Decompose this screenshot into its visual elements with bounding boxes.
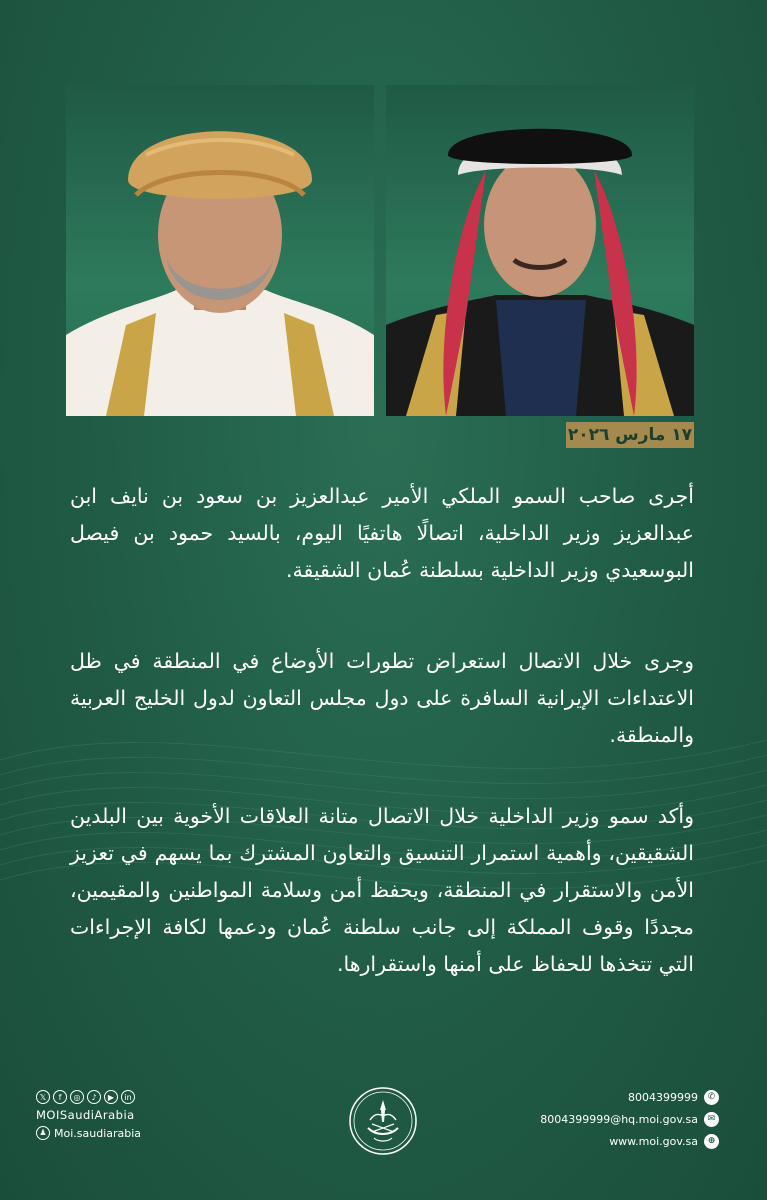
instagram-icon[interactable]: ◎ — [70, 1090, 84, 1104]
ministry-emblem — [348, 1086, 418, 1156]
website-url: www.moi.gov.sa — [609, 1135, 698, 1148]
paragraph-discussion: وجرى خلال الاتصال استعراض تطورات الأوضاع في المنطقة في ظل الاعتداءات الإيرانية السافرة على دول مجلس التعاون لدول الخليج العربية والمنطقة. — [70, 649, 694, 747]
facebook-icon[interactable]: f — [53, 1090, 67, 1104]
globe-icon: ⊕ — [704, 1134, 719, 1149]
linkedin-icon[interactable]: in — [121, 1090, 135, 1104]
website-row[interactable] — [540, 1134, 719, 1149]
phone-number: 8004399999 — [628, 1091, 698, 1104]
contact-block — [540, 1090, 719, 1156]
social-handle[interactable]: MOISaudiArabia — [36, 1108, 135, 1122]
social-block — [36, 1090, 196, 1140]
photo-saudi-minister — [386, 85, 694, 416]
email-address: 8004399999@hq.moi.gov.sa — [540, 1113, 698, 1126]
paragraph-intro: أجرى صاحب السمو الملكي الأمير عبدالعزيز بن سعود بن نايف ابن عبدالعزيز وزير الداخلية، اتصالًا هاتفيًا اليوم، بالسيد حمود بن فيصل البوسعيدي وزير الداخلية بسلطنة عُمان الشقيقة. — [70, 484, 694, 582]
email-row[interactable] — [540, 1112, 719, 1127]
snapchat-handle: Moi.saudiarabia — [54, 1126, 142, 1140]
youtube-icon[interactable]: ▶ — [104, 1090, 118, 1104]
snapchat-icon: ♟ — [36, 1126, 50, 1140]
photo-omani-minister — [66, 85, 374, 416]
tiktok-icon[interactable]: ♪ — [87, 1090, 101, 1104]
x-icon[interactable]: 𝕏 — [36, 1090, 50, 1104]
snapchat-row[interactable] — [36, 1126, 196, 1140]
phone-row[interactable] — [540, 1090, 719, 1105]
email-icon: ✉ — [704, 1112, 719, 1127]
paragraph-affirmation: وأكد سمو وزير الداخلية خلال الاتصال متانة العلاقات الأخوية بين البلدين الشقيقين، وأهمية استمرار التنسيق والتعاون المشترك بما يسهم في تعزيز الأمن والاستقرار في المنطقة، ويحفظ أمن وسلامة المواطنين والمقيمين، مجددًا وقوف المملكة إلى جانب سلطنة عُمان ودعمها لكافة الإجراءات التي تتخذها للحفاظ على أمنها واستقرارها. — [70, 804, 694, 976]
date-badge: ١٧ مارس ٢٠٢٦ — [566, 422, 694, 448]
social-icons — [36, 1090, 196, 1104]
phone-icon: ✆ — [704, 1090, 719, 1105]
